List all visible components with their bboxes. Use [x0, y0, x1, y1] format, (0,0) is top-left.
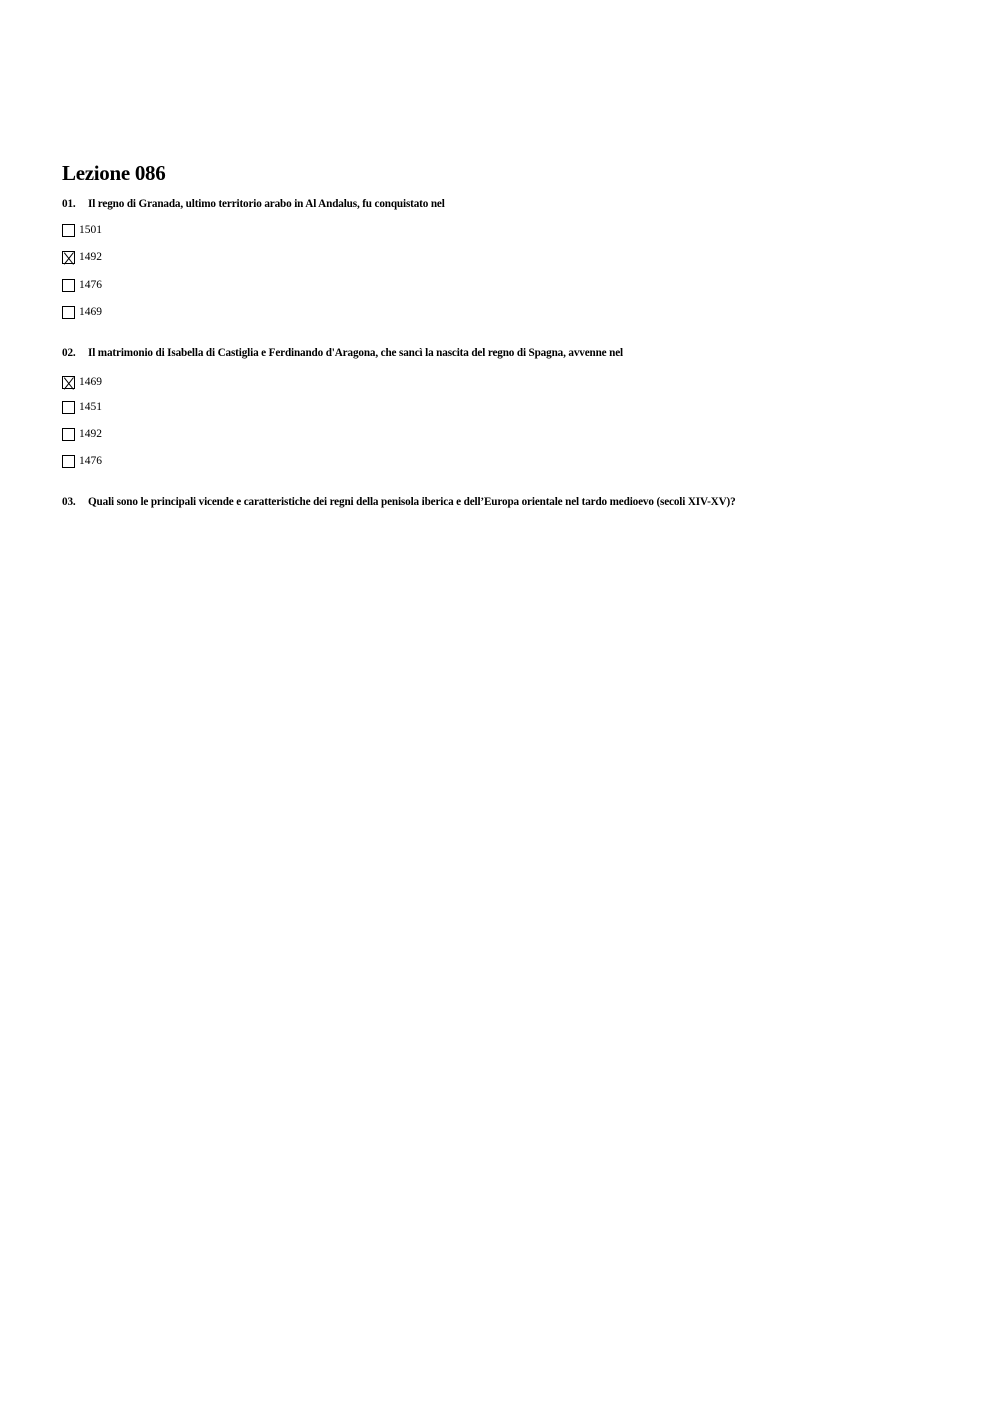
option-label: 1469 — [79, 376, 102, 388]
checkbox[interactable] — [62, 279, 75, 292]
answer-option[interactable] — [62, 399, 102, 415]
checkbox-checked[interactable] — [62, 251, 75, 264]
question-text: Il regno di Granada, ultimo territorio arabo in Al Andalus, fu conquistato nel — [88, 198, 445, 210]
question-text: Quali sono le principali vicende e caratteristiche dei regni della penisola iberica e dell’Europa orientale nel tardo medioevo (secoli XIV-XV)? — [88, 496, 736, 508]
option-label: 1492 — [79, 251, 102, 263]
question-01 — [62, 198, 445, 210]
answer-option[interactable] — [62, 249, 102, 265]
answer-option[interactable] — [62, 304, 102, 320]
question-text: Il matrimonio di Isabella di Castiglia e Ferdinando d'Aragona, che sancì la nascita del regno di Spagna, avvenne nel — [88, 347, 623, 359]
question-number: 01. — [62, 198, 76, 210]
question-03 — [62, 496, 736, 508]
answer-option[interactable] — [62, 222, 102, 238]
checkbox[interactable] — [62, 428, 75, 441]
answer-option[interactable] — [62, 426, 102, 442]
option-label: 1469 — [79, 306, 102, 318]
question-number: 02. — [62, 347, 76, 359]
question-number: 03. — [62, 496, 76, 508]
checkbox[interactable] — [62, 401, 75, 414]
option-label: 1501 — [79, 224, 102, 236]
option-label: 1492 — [79, 428, 102, 440]
checkbox[interactable] — [62, 306, 75, 319]
option-label: 1476 — [79, 279, 102, 291]
answer-option[interactable] — [62, 277, 102, 293]
checkbox[interactable] — [62, 455, 75, 468]
checkbox-checked[interactable] — [62, 376, 75, 389]
checkbox[interactable] — [62, 224, 75, 237]
answer-option[interactable] — [62, 453, 102, 469]
option-label: 1451 — [79, 401, 102, 413]
option-label: 1476 — [79, 455, 102, 467]
question-02 — [62, 347, 623, 359]
answer-option[interactable] — [62, 374, 102, 390]
lesson-title: Lezione 086 — [62, 161, 166, 185]
